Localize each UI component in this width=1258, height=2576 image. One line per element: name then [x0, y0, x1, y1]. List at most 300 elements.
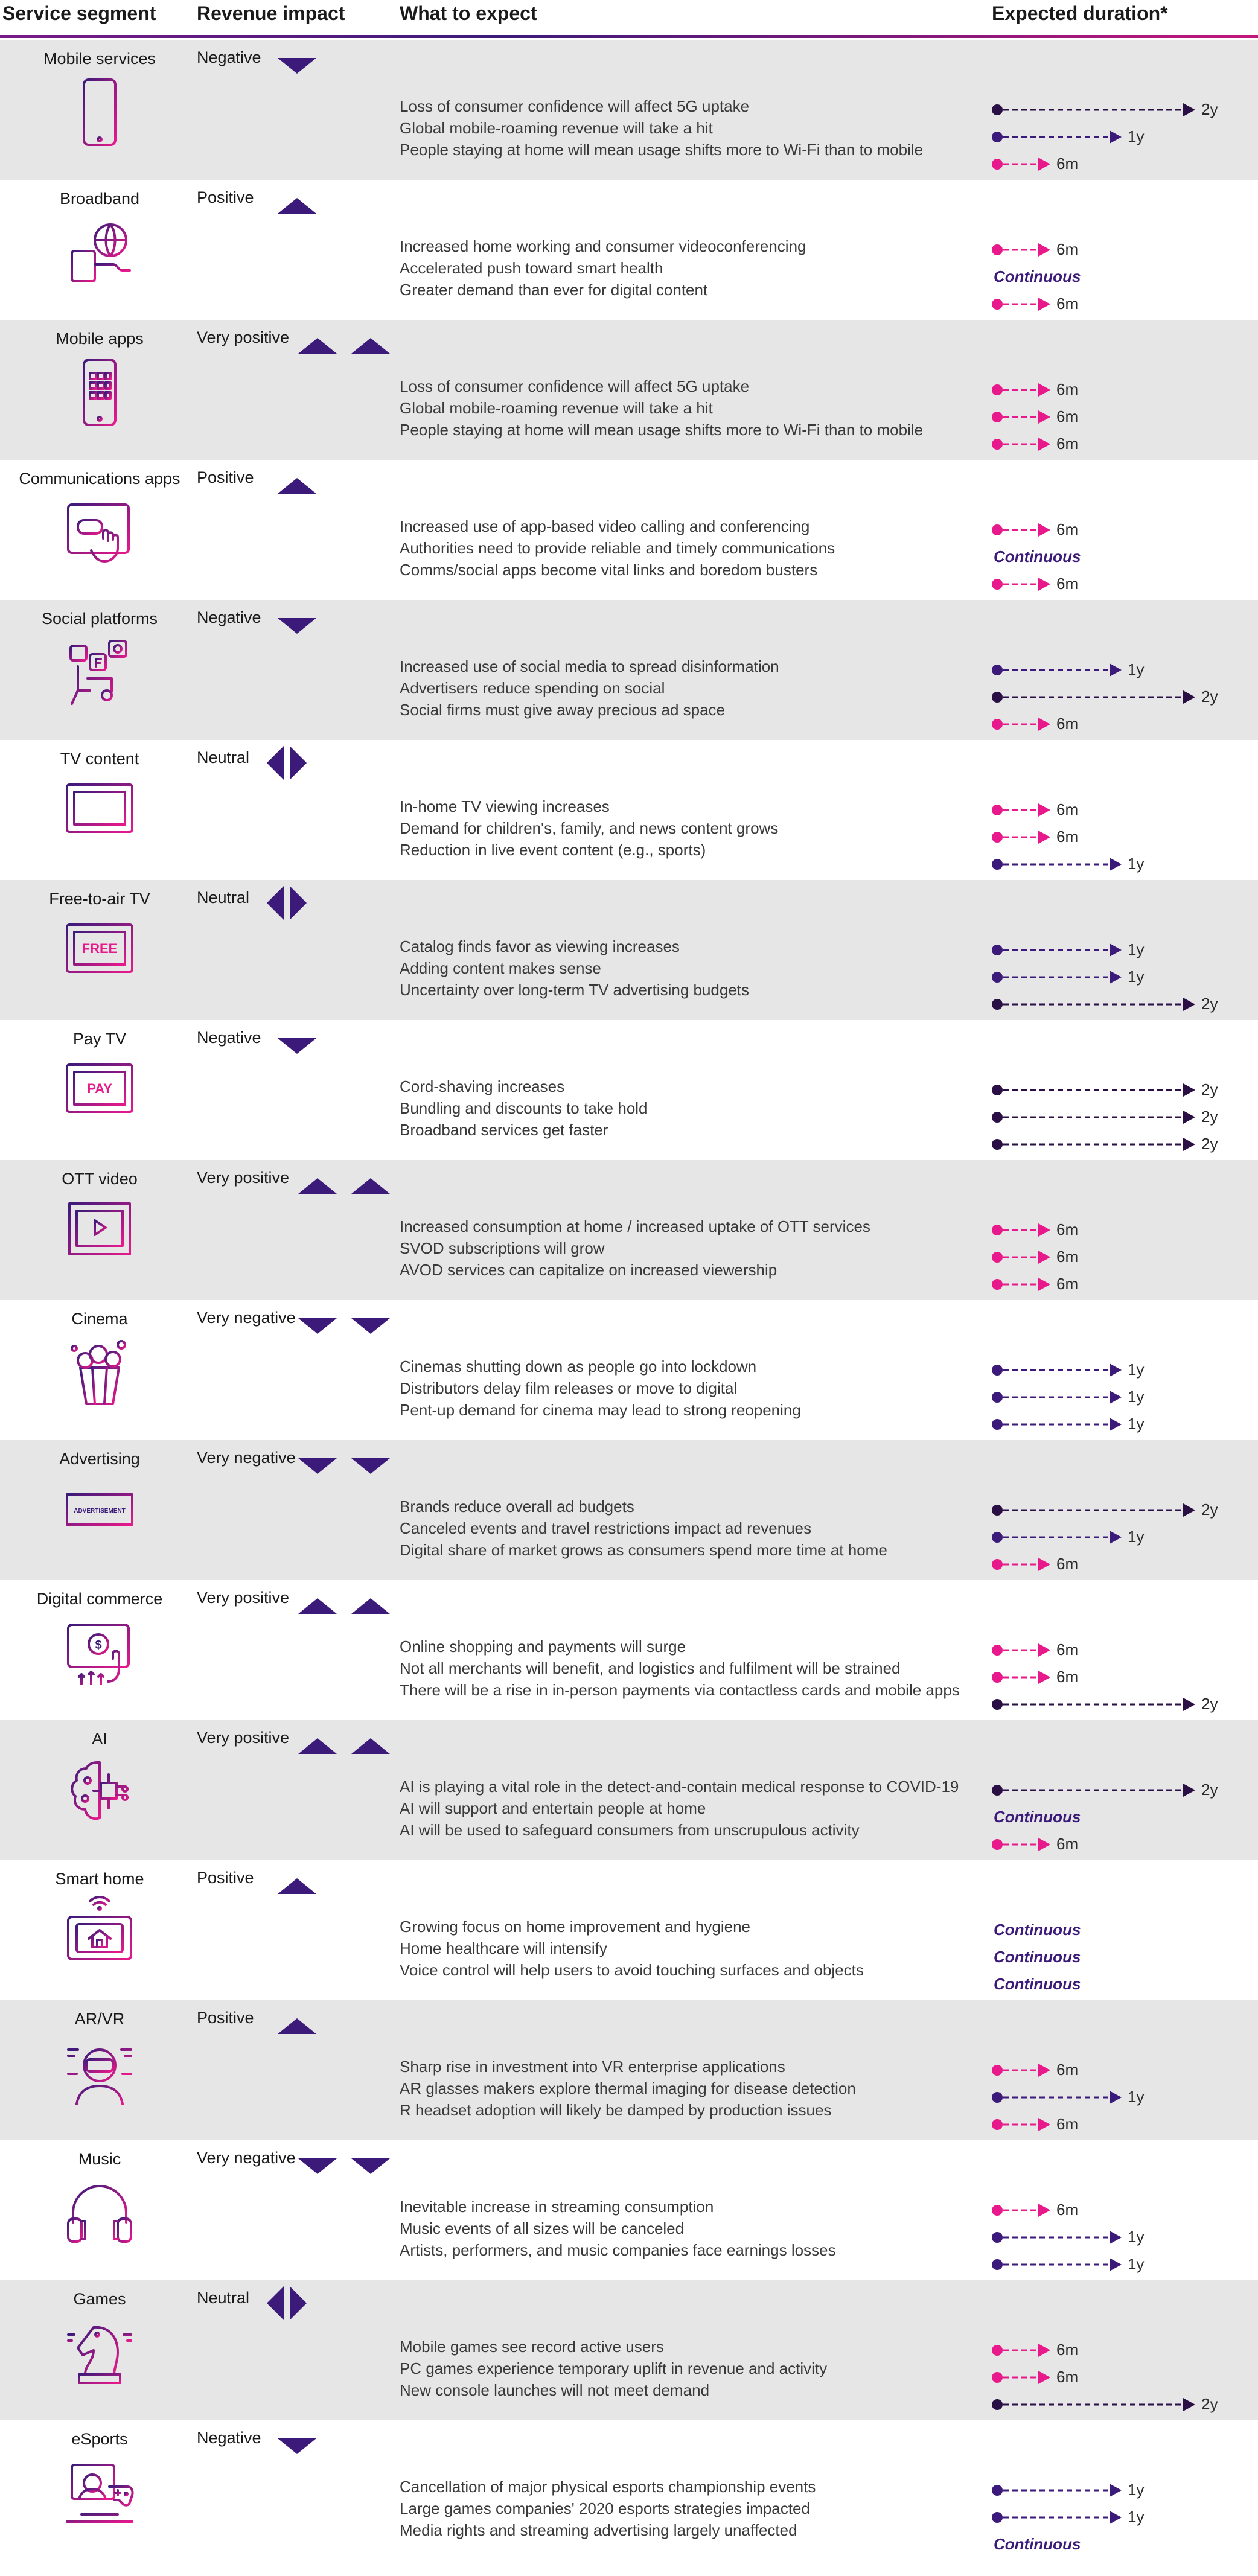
col-header-duration: Expected duration* [992, 2, 1168, 24]
tv-icon [63, 776, 136, 849]
duration-arrow [990, 98, 1207, 122]
expectation-item: SVOD subscriptions will grow [400, 1239, 605, 1257]
duration-continuous-label: Continuous [994, 1975, 1081, 1993]
free-tv-icon [63, 916, 136, 989]
duration-label: 6m [1056, 1668, 1079, 1686]
duration-arrow [990, 685, 1207, 709]
revenue-impact-label: Negative [197, 1028, 261, 1047]
table-row [0, 40, 1258, 180]
expectation-item: In-home TV viewing increases [400, 797, 610, 815]
duration-arrow [990, 405, 1062, 429]
expectation-item: People staying at home will mean usage shifts more to Wi-Fi than to mobile [400, 141, 924, 159]
expectation-item: Digital share of market grows as consumers spend more time at home [400, 1541, 887, 1559]
segment-name: AI [92, 1730, 107, 1748]
segment-name: Social platforms [41, 610, 158, 628]
duration-indicator [990, 1218, 1256, 1242]
expectation-item: Voice control will help users to avoid touching surfaces and objects [400, 1961, 864, 1979]
expectation-item: Comms/social apps become vital links and boredom busters [400, 561, 818, 579]
segment-name: Broadband [59, 190, 140, 208]
impact-up-arrow-icon [298, 1173, 395, 1201]
duration-arrow [990, 1552, 1062, 1577]
duration-label: 2y [1201, 2395, 1218, 2413]
duration-arrow [990, 518, 1062, 542]
expectation-item: Social firms must give away precious ad space [400, 701, 726, 719]
communications-apps-icon [63, 496, 136, 569]
expectations-list [400, 2196, 836, 2261]
duration-label: 2y [1201, 1500, 1218, 1519]
duration-indicator [990, 518, 1256, 542]
expectation-item: Not all merchants will benefit, and logistics and fulfilment will be strained [400, 1659, 901, 1677]
duration-label: 6m [1056, 1220, 1079, 1239]
duration-arrow [990, 1245, 1062, 1269]
duration-indicator [990, 2058, 1256, 2082]
segment-name: OTT video [62, 1170, 138, 1188]
segment-name: Smart home [55, 1870, 144, 1888]
duration-indicator [990, 685, 1256, 709]
digital-commerce-icon [63, 1616, 136, 1689]
table-row [0, 880, 1258, 1020]
duration-indicator [990, 1385, 1256, 1409]
duration-arrow [990, 1385, 1134, 1409]
duration-arrow [990, 1778, 1207, 1802]
duration-label: 6m [1056, 380, 1079, 398]
expectations-list [400, 375, 923, 441]
duration-label: 6m [1056, 2341, 1079, 2359]
svg-text:FREE: FREE [81, 941, 118, 956]
expectations-list [400, 795, 778, 861]
duration-indicator [990, 2505, 1256, 2530]
duration-label: 6m [1056, 295, 1079, 313]
chess-knight-icon [63, 2316, 136, 2389]
duration-arrow [990, 1665, 1062, 1689]
duration-label: 6m [1056, 520, 1079, 538]
duration-arrow [990, 2365, 1062, 2389]
duration-indicator [990, 1665, 1256, 1689]
col-header-impact: Revenue impact [197, 2, 345, 24]
duration-label: 2y [1201, 100, 1218, 118]
expectation-item: Greater demand than ever for digital content [400, 281, 708, 299]
duration-indicator [990, 2112, 1256, 2137]
expectation-item: Mobile games see record active users [400, 2338, 664, 2356]
duration-label: 6m [1056, 2201, 1079, 2219]
vr-headset-icon [63, 2036, 136, 2109]
expectations-list [400, 936, 749, 1001]
duration-indicator [990, 1972, 1256, 1997]
duration-arrow [990, 432, 1062, 456]
expectation-item: Authorities need to provide reliable and timely communications [400, 539, 835, 557]
duration-continuous-label: Continuous [994, 2535, 1081, 2553]
expectation-item: Increased home working and consumer videoconferencing [400, 237, 806, 255]
duration-indicator [990, 2252, 1256, 2277]
duration-arrow [990, 1832, 1062, 1857]
table-row [0, 600, 1258, 740]
expectations-list [400, 1916, 864, 1981]
duration-arrow [990, 1498, 1207, 1522]
duration-indicator [990, 1778, 1256, 1802]
col-header-segment: Service segment [2, 2, 156, 24]
expectation-item: Artists, performers, and music companies face earnings losses [400, 2241, 836, 2259]
table-row [0, 1440, 1258, 1580]
expectation-item: Uncertainty over long-term TV advertising budgets [400, 981, 750, 999]
expectation-item: Advertisers reduce spending on social [400, 679, 665, 697]
segment-name: AR/VR [74, 2010, 125, 2028]
table-row [0, 1720, 1258, 1860]
duration-arrow [990, 2252, 1134, 2277]
duration-indicator [990, 2533, 1256, 2557]
duration-arrow [990, 2085, 1134, 2109]
duration-arrow [990, 825, 1062, 849]
expectations-list [400, 2056, 856, 2121]
duration-indicator [990, 378, 1256, 402]
segment-name: Mobile apps [56, 330, 144, 348]
duration-indicator [990, 2365, 1256, 2389]
duration-label: 1y [1128, 2088, 1145, 2106]
duration-indicator [990, 152, 1256, 176]
duration-arrow [990, 378, 1062, 402]
duration-label: 1y [1128, 127, 1145, 145]
duration-label: 6m [1056, 435, 1079, 453]
duration-label: 6m [1056, 2061, 1079, 2079]
expectations-list [400, 1776, 959, 1841]
duration-continuous-label: Continuous [994, 1948, 1081, 1966]
segment-name: Pay TV [72, 1030, 127, 1048]
social-platforms-icon [63, 636, 136, 709]
expectation-item: AI is playing a vital role in the detect-and-contain medical response to COVID-19 [400, 1777, 959, 1796]
expectations-list [400, 1076, 648, 1141]
duration-continuous-label: Continuous [994, 1808, 1081, 1826]
duration-indicator [990, 1272, 1256, 1296]
duration-continuous-label: Continuous [994, 267, 1081, 285]
esports-gamer-icon [63, 2456, 136, 2529]
duration-indicator [990, 1692, 1256, 1717]
expectation-item: Cancellation of major physical esports championship events [400, 2478, 816, 2496]
impact-down-arrow-icon [298, 2154, 395, 2181]
duration-indicator [990, 1245, 1256, 1269]
duration-arrow [990, 2393, 1207, 2417]
duration-arrow [990, 1078, 1207, 1102]
expectations-list [400, 2476, 816, 2541]
duration-label: 6m [1056, 575, 1079, 593]
duration-label: 1y [1128, 855, 1145, 873]
duration-indicator [990, 2198, 1256, 2222]
duration-label: 2y [1201, 1080, 1218, 1098]
duration-arrow [990, 1218, 1062, 1242]
duration-arrow [990, 125, 1134, 149]
duration-label: 1y [1128, 2255, 1145, 2273]
duration-label: 6m [1056, 827, 1079, 846]
duration-indicator [990, 572, 1256, 596]
duration-label: 2y [1201, 995, 1218, 1013]
duration-label: 1y [1128, 968, 1145, 986]
svg-text:ADVERTISEMENT: ADVERTISEMENT [74, 1508, 126, 1514]
duration-label: 2y [1201, 1108, 1218, 1126]
expectations-list [400, 1356, 801, 1421]
expectations-list [400, 1636, 960, 1701]
duration-indicator [990, 405, 1256, 429]
duration-label: 2y [1201, 1781, 1218, 1799]
expectation-item: Demand for children's, family, and news content grows [400, 819, 779, 837]
duration-indicator [990, 938, 1256, 962]
impact-up-arrow-icon [298, 1593, 395, 1621]
duration-indicator [990, 432, 1256, 456]
segment-name: Advertising [59, 1450, 140, 1468]
impact-down-arrow-icon [278, 53, 320, 81]
duration-label: 1y [1128, 2228, 1145, 2246]
impact-down-arrow-icon [298, 1453, 395, 1481]
duration-arrow [990, 2505, 1134, 2530]
expectation-item: Growing focus on home improvement and hygiene [400, 1918, 750, 1936]
duration-label: 6m [1056, 1640, 1079, 1659]
duration-indicator [990, 2478, 1256, 2502]
impact-neutral-arrows-icon [266, 2286, 314, 2314]
segment-name: Digital commerce [36, 1590, 163, 1608]
impact-up-arrow-icon [278, 2013, 320, 2041]
table-row [0, 2420, 1258, 2560]
revenue-impact-label: Very negative [197, 1449, 296, 1467]
duration-label: 1y [1128, 1388, 1145, 1406]
duration-label: 6m [1056, 2115, 1079, 2133]
expectation-item: Online shopping and payments will surge [400, 1637, 686, 1656]
duration-label: 6m [1056, 715, 1079, 733]
duration-arrow [990, 2225, 1134, 2249]
expectation-item: AR glasses makers explore thermal imaging for disease detection [400, 2079, 856, 2097]
impact-up-arrow-icon [278, 193, 320, 221]
expectation-item: Global mobile-roaming revenue will take a hit [400, 399, 713, 417]
duration-indicator [990, 965, 1256, 989]
table-row [0, 2280, 1258, 2420]
table-row [0, 1580, 1258, 1720]
duration-label: 2y [1201, 687, 1218, 706]
revenue-impact-label: Neutral [197, 748, 250, 767]
duration-indicator [990, 2338, 1256, 2362]
duration-indicator [990, 798, 1256, 822]
expectation-item: Pent-up demand for cinema may lead to strong reopening [400, 1401, 801, 1419]
duration-arrow [990, 712, 1062, 736]
table-row [0, 1160, 1258, 1300]
expectation-item: Sharp rise in investment into VR enterprise applications [400, 2058, 785, 2076]
duration-indicator [990, 2085, 1256, 2109]
segment-name: Music [78, 2150, 121, 2168]
table-row [0, 1300, 1258, 1440]
duration-arrow [990, 572, 1062, 596]
duration-indicator [990, 992, 1256, 1016]
expectation-item: People staying at home will mean usage shifts more to Wi-Fi than to mobile [400, 421, 924, 439]
duration-label: 6m [1056, 407, 1079, 426]
expectation-item: Broadband services get faster [400, 1121, 608, 1139]
duration-label: 6m [1056, 1835, 1079, 1853]
revenue-impact-label: Very positive [197, 328, 290, 346]
segment-name: eSports [71, 2430, 128, 2448]
impact-down-arrow-icon [298, 1313, 395, 1341]
duration-arrow [990, 2198, 1062, 2222]
impact-up-arrow-icon [298, 333, 395, 361]
revenue-impact-label: Negative [197, 48, 261, 66]
duration-arrow [990, 992, 1207, 1016]
expectation-item: Cinemas shutting down as people go into lockdown [400, 1357, 757, 1376]
pay-tv-icon [63, 1056, 136, 1129]
revenue-impact-label: Positive [197, 468, 254, 486]
expectation-item: Catalog finds favor as viewing increases [400, 937, 680, 955]
duration-label: 1y [1128, 660, 1145, 678]
duration-arrow [990, 658, 1134, 682]
duration-arrow [990, 1692, 1207, 1717]
duration-label: 1y [1128, 1528, 1145, 1546]
revenue-impact-label: Neutral [197, 2289, 250, 2307]
expectation-item: Home healthcare will intensify [400, 1939, 607, 1957]
header-divider [0, 35, 1258, 38]
table-row [0, 1860, 1258, 2000]
duration-indicator [990, 125, 1256, 149]
duration-indicator [990, 1638, 1256, 1662]
duration-label: 1y [1128, 2508, 1145, 2526]
impact-down-arrow-icon [278, 2434, 320, 2461]
duration-indicator [990, 265, 1256, 289]
table-row [0, 180, 1258, 320]
expectation-item: Global mobile-roaming revenue will take a hit [400, 119, 713, 137]
duration-label: 2y [1201, 1695, 1218, 1713]
duration-indicator [990, 1132, 1256, 1156]
duration-indicator [990, 1358, 1256, 1382]
duration-indicator [990, 2393, 1256, 2417]
duration-indicator [990, 1552, 1256, 1577]
table-row [0, 1020, 1258, 1160]
duration-indicator [990, 1105, 1256, 1129]
duration-indicator [990, 1805, 1256, 1829]
impact-neutral-arrows-icon [266, 886, 314, 914]
expectation-item: New console launches will not meet demand [400, 2381, 710, 2399]
revenue-impact-label: Positive [197, 188, 254, 206]
expectation-item: Reduction in live event content (e.g., sports) [400, 841, 706, 859]
expectation-item: AI will support and entertain people at home [400, 1799, 706, 1817]
expectation-item: PC games experience temporary uplift in revenue and activity [400, 2359, 828, 2377]
impact-up-arrow-icon [278, 473, 320, 501]
expectations-list [400, 2336, 827, 2401]
revenue-impact-label: Negative [197, 608, 261, 626]
duration-arrow [990, 152, 1062, 176]
expectation-item: Brands reduce overall ad budgets [400, 1497, 634, 1516]
impact-down-arrow-icon [278, 613, 320, 641]
segment-name: Games [73, 2290, 126, 2308]
segment-name: Free-to-air TV [49, 890, 150, 908]
expectation-item: Bundling and discounts to take hold [400, 1099, 648, 1117]
duration-indicator [990, 1918, 1256, 1942]
duration-indicator [990, 852, 1256, 876]
duration-label: 6m [1056, 240, 1079, 258]
duration-arrow [990, 1412, 1134, 1436]
expectation-item: Distributors delay film releases or move to digital [400, 1379, 738, 1397]
duration-label: 1y [1128, 1415, 1145, 1433]
impact-down-arrow-icon [278, 1033, 320, 1061]
duration-arrow [990, 292, 1062, 316]
duration-label: 1y [1128, 2481, 1145, 2499]
duration-indicator [990, 98, 1256, 122]
segment-name: Communications apps [19, 470, 180, 488]
duration-arrow [990, 2112, 1062, 2137]
expectation-item: Canceled events and travel restrictions impact ad revenues [400, 1519, 812, 1537]
expectations-list [400, 515, 835, 581]
duration-arrow [990, 2478, 1134, 2502]
expectation-item: Adding content makes sense [400, 959, 601, 977]
revenue-impact-label: Neutral [197, 888, 250, 907]
duration-label: 6m [1056, 1248, 1079, 1266]
duration-arrow [990, 852, 1134, 876]
revenue-impact-label: Very positive [197, 1729, 290, 1747]
col-header-expect: What to expect [400, 2, 537, 24]
duration-arrow [990, 2058, 1062, 2082]
smart-home-icon [63, 1896, 136, 1969]
expectation-item: Loss of consumer confidence will affect 5G uptake [400, 377, 750, 395]
smartphone-icon [63, 76, 136, 148]
duration-arrow [990, 965, 1134, 989]
ott-video-icon [63, 1196, 136, 1269]
expectation-item: Increased consumption at home / increased uptake of OTT services [400, 1217, 870, 1235]
duration-indicator [990, 2225, 1256, 2249]
table-header [0, 0, 1258, 37]
revenue-impact-label: Very positive [197, 1168, 290, 1187]
duration-continuous-label: Continuous [994, 1921, 1081, 1939]
duration-indicator [990, 712, 1256, 736]
duration-indicator [990, 1945, 1256, 1969]
duration-label: 6m [1056, 2368, 1079, 2386]
revenue-impact-label: Very negative [197, 2149, 296, 2167]
table-row [0, 2140, 1258, 2280]
expectation-item: Increased use of social media to spread disinformation [400, 657, 779, 675]
mobile-apps-icon [63, 356, 136, 429]
duration-indicator [990, 1832, 1256, 1857]
duration-continuous-label: Continuous [994, 547, 1081, 566]
duration-indicator [990, 658, 1256, 682]
popcorn-icon [63, 1336, 136, 1409]
expectation-item: AI will be used to safeguard consumers from unscrupulous activity [400, 1821, 860, 1839]
table-row [0, 740, 1258, 880]
impact-neutral-arrows-icon [266, 746, 314, 774]
svg-text:$: $ [95, 1639, 102, 1652]
table-row [0, 460, 1258, 600]
duration-arrow [990, 1272, 1062, 1296]
duration-indicator [990, 1525, 1256, 1549]
table-row [0, 320, 1258, 460]
duration-label: 1y [1128, 1360, 1145, 1379]
duration-label: 6m [1056, 1275, 1079, 1293]
impact-up-arrow-icon [298, 1733, 395, 1761]
expectations-list [400, 1216, 870, 1281]
duration-indicator [990, 1412, 1256, 1436]
duration-arrow [990, 1525, 1134, 1549]
table-row [0, 2000, 1258, 2140]
duration-indicator [990, 545, 1256, 569]
expectation-item: Cord-shaving increases [400, 1077, 565, 1095]
expectations-list [400, 95, 923, 161]
duration-arrow [990, 938, 1134, 962]
duration-arrow [990, 2338, 1062, 2362]
duration-arrow [990, 1105, 1207, 1129]
revenue-impact-label: Very positive [197, 1589, 290, 1607]
duration-indicator [990, 1498, 1256, 1522]
duration-arrow [990, 1638, 1062, 1662]
revenue-impact-label: Positive [197, 1869, 254, 1887]
duration-indicator [990, 292, 1256, 316]
duration-indicator [990, 825, 1256, 849]
expectation-item: Inevitable increase in streaming consumption [400, 2198, 714, 2216]
expectation-item: Media rights and streaming advertising largely unaffected [400, 2521, 797, 2539]
broadband-globe-icon [63, 216, 136, 289]
revenue-impact-label: Very negative [197, 1309, 296, 1327]
revenue-impact-label: Positive [197, 2009, 254, 2027]
duration-label: 6m [1056, 800, 1079, 818]
duration-label: 1y [1128, 940, 1145, 958]
headphones-icon [63, 2176, 136, 2249]
expectation-item: Large games companies' 2020 esports strategies impacted [400, 2499, 810, 2517]
